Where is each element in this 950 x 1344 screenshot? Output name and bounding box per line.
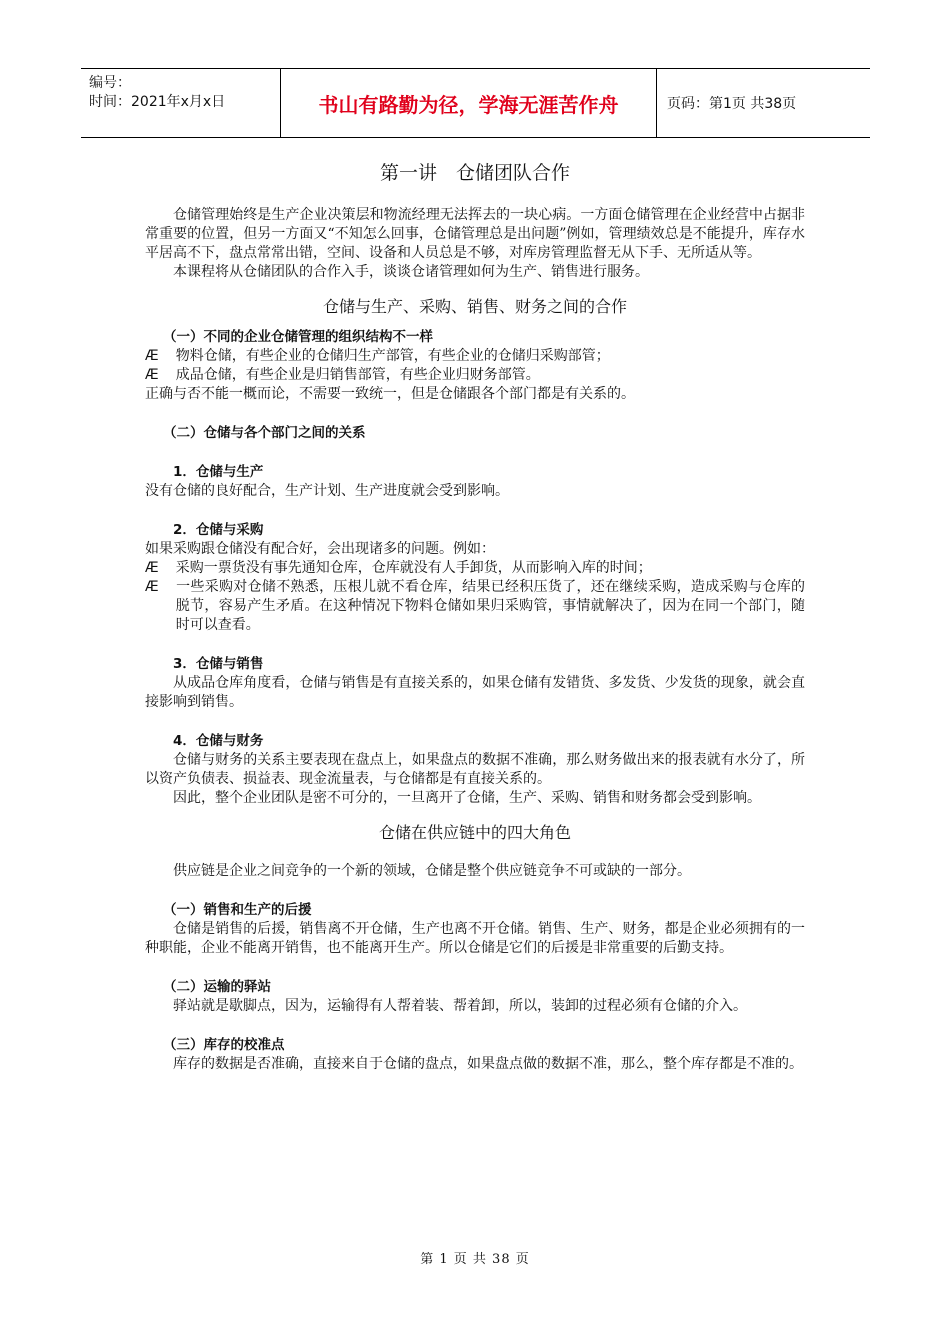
bullet-icon: Æ	[145, 348, 159, 364]
org-structure-note: 正确与否不能一概而论，不需要一致统一，但是仓储跟各个部门都是有关系的。	[145, 386, 635, 402]
item-title-production: 1．仓储与生产	[173, 464, 264, 480]
bullet-icon: Æ	[145, 560, 159, 576]
intro-paragraph-2: 本课程将从仓储团队的合作入手，谈谈仓诸管理如何为生产、销售进行服务。	[173, 264, 649, 280]
list-item	[145, 559, 805, 578]
document-time-label: 时间：2021年x月x日	[89, 94, 226, 110]
item-title-purchasing: 2．仓储与采购	[173, 522, 264, 538]
item-title-sales: 3．仓储与销售	[173, 656, 264, 672]
page-title: 第一讲 仓储团队合作	[379, 162, 570, 184]
role-text-backup: 仓储是销售的后援，销售离不开仓储，生产也离不开仓储。销售、生产、财务，都是企业必须拥有的一种职能，企业不能离开销售，也不能离开生产。所以仓储是它们的后援是非常重要的后勤支持。	[145, 921, 805, 956]
subsection-title-relations: （二）仓储与各个部门之间的关系	[163, 425, 366, 441]
header-motto: 书山有路勤为径，学海无涯苦作舟	[281, 69, 657, 137]
list-item-text: 物料仓储，有些企业的仓储归生产部管，有些企业的仓储归采购部管；	[175, 348, 610, 364]
list-item	[145, 578, 805, 635]
item-text-production: 没有仓储的良好配合，生产计划、生产进度就会受到影响。	[145, 483, 509, 499]
intro-paragraph-1: 仓储管理始终是生产企业决策层和物流经理无法挥去的一块心病。一方面仓储管理在企业经营中占据非常重要的位置，但另一方面又“不知怎么回事，仓储管理总是出问题”例如，管理绩效总是不能提升，库存水平居高不下，盘点常常出错，空间、设备和人员总是不够，对库房管理监督无从下手、无所适从等。	[145, 207, 805, 261]
role-text-station: 驿站就是歇脚点，因为，运输得有人帮着装、帮着卸，所以，装卸的过程必须有仓储的介入。	[173, 998, 747, 1014]
item-title-finance: 4．仓储与财务	[173, 733, 264, 749]
roles-intro: 供应链是企业之间竞争的一个新的领域，仓储是整个供应链竞争不可或缺的一部分。	[173, 863, 691, 879]
item-text-finance-2: 因此，整个企业团队是密不可分的，一旦离开了仓储，生产、采购、销售和财务都会受到影响。	[173, 790, 761, 806]
list-item	[145, 347, 805, 366]
role-text-calibration: 库存的数据是否准确，直接来自于仓储的盘点，如果盘点做的数据不准，那么，整个库存都是不准的。	[173, 1056, 803, 1072]
section-title-cooperation: 仓储与生产、采购、销售、财务之间的合作	[322, 297, 627, 316]
list-item-text: 成品仓储，有些企业是归销售部管，有些企业归财务部管。	[175, 367, 540, 383]
section-title-roles: 仓储在供应链中的四大角色	[378, 823, 571, 842]
item-text-sales: 从成品仓库角度看，仓储与销售是有直接关系的，如果仓储有发错货、多发货、少发货的现象，就会直接影响到销售。	[145, 675, 805, 710]
header-meta	[81, 69, 281, 137]
subsection-title-org-structure: （一）不同的企业仓储管理的组织结构不一样	[163, 329, 433, 345]
role-title-station: （二）运输的驿站	[163, 979, 271, 995]
page-header	[81, 68, 870, 138]
page-footer: 第 1 页 共 38 页	[420, 1252, 530, 1267]
document-number-label: 编号：	[89, 75, 131, 91]
role-title-calibration: （三）库存的校准点	[163, 1037, 285, 1053]
bullet-icon: Æ	[145, 367, 159, 383]
item-text-purchasing: 如果采购跟仓储没有配合好，会出现诸多的问题。例如：	[145, 541, 495, 557]
header-page-info: 页码：第1页 共38页	[667, 96, 797, 112]
list-item-text: 一些采购对仓储不熟悉，压根儿就不看仓库，结果已经积压货了，还在继续采购，造成采购与仓库的脱节，容易产生矛盾。在这种情况下物料仓储如果归采购管，事情就解决了，因为在同一个部门，随时可以查看。	[175, 579, 805, 633]
item-text-finance-1: 仓储与财务的关系主要表现在盘点上，如果盘点的数据不准确，那么财务做出来的报表就有水分了，所以资产负债表、损益表、现金流量表，与仓储都是有直接关系的。	[145, 752, 805, 787]
document-body	[145, 158, 805, 1074]
list-item-text: 采购一票货没有事先通知仓库，仓库就没有人手卸货，从而影响入库的时间；	[175, 560, 652, 576]
role-title-backup: （一）销售和生产的后援	[163, 902, 312, 918]
bullet-icon: Æ	[145, 579, 159, 595]
list-item	[145, 366, 805, 385]
